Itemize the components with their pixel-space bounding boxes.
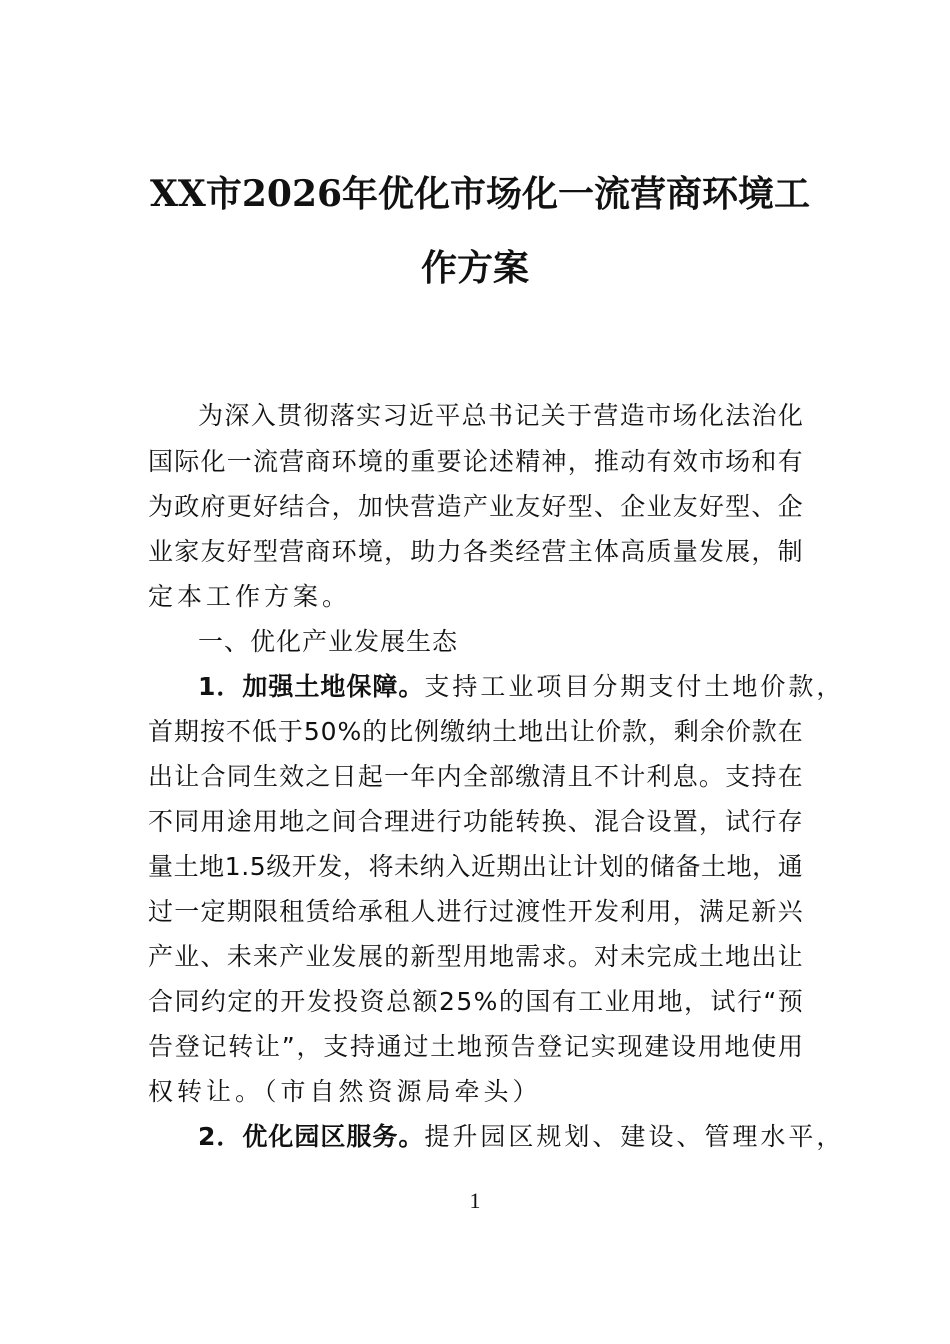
intro-paragraph-line: 为 深 入 贯 彻 落 实 习 近 平 总 书 记 关 于 营 造 市 场 化 法 治 化 — [198, 401, 803, 430]
item-1-paragraph-line: 首 期 按 不 低 于 5 0 % 的 比 例 缴 纳 土 地 出 让 价 款 ， 剩 余 价 款 在 — [148, 717, 803, 746]
item-1-paragraph-line: 告 登 记 转 让 ” ， 支 持 通 过 土 地 预 告 登 记 实 现 建 设 用 地 使 用 — [148, 1032, 803, 1061]
item-1-paragraph-line: 产 业 、 未 来 产 业 发 展 的 新 型 用 地 需 求 。 对 未 完 成 土 地 出 让 — [148, 942, 803, 971]
item-1-paragraph-line: 不 同 用 途 用 地 之 间 合 理 进 行 功 能 转 换 、 混 合 设 置 ， 试 行 存 — [148, 807, 803, 836]
item-1-label: 1．加强土地保障。 — [198, 672, 425, 701]
item-1-paragraph-line: 权转让。（市自然资源局牵头） — [148, 1077, 542, 1106]
item-2-label: 2．优化园区服务。 — [198, 1122, 425, 1151]
page-number: 1 — [469, 1188, 481, 1213]
intro-paragraph-line: 定本工作方案。 — [148, 582, 352, 611]
item-1-paragraph-line: 量 土 地 1 . 5 级 开 发 ， 将 未 纳 入 近 期 出 让 计 划 的 储 备 土 地 ， 通 — [148, 852, 803, 881]
item-1-text: 支持工业项目分期支付土地价款， — [424, 672, 845, 701]
item-2-first-line — [198, 1117, 845, 1157]
item-1-paragraph-line: 合 同 约 定 的 开 发 投 资 总 额 2 5 % 的 国 有 工 业 用 地 ， 试 行 “ 预 — [148, 987, 803, 1016]
intro-paragraph-line: 业 家 友 好 型 营 商 环 境 ， 助 力 各 类 经 营 主 体 高 质 量 发 展 ， 制 — [148, 537, 803, 566]
intro-paragraph-line: 为 政 府 更 好 结 合 ， 加 快 营 造 产 业 友 好 型 、 企 业 友 好 型 、 企 — [148, 492, 803, 521]
item-1-first-line — [198, 667, 845, 707]
item-2-text: 提升园区规划、建设、管理水平， — [424, 1122, 845, 1151]
document-title-line-2: 作方案 — [420, 247, 529, 289]
document-title-line-1: XX市2026年优化市场化一流营商环境工 — [150, 173, 811, 215]
item-1-paragraph-line: 出 让 合 同 生 效 之 日 起 一 年 内 全 部 缴 清 且 不 计 利 息 。 支 持 在 — [148, 762, 803, 791]
item-1-paragraph-line: 过 一 定 期 限 租 赁 给 承 租 人 进 行 过 渡 性 开 发 利 用 ， 满 足 新 兴 — [148, 897, 803, 926]
section-heading: 一、优化产业发展生态 — [198, 627, 459, 656]
intro-paragraph-line: 国 际 化 一 流 营 商 环 境 的 重 要 论 述 精 神 ， 推 动 有 效 市 场 和 有 — [148, 447, 803, 476]
